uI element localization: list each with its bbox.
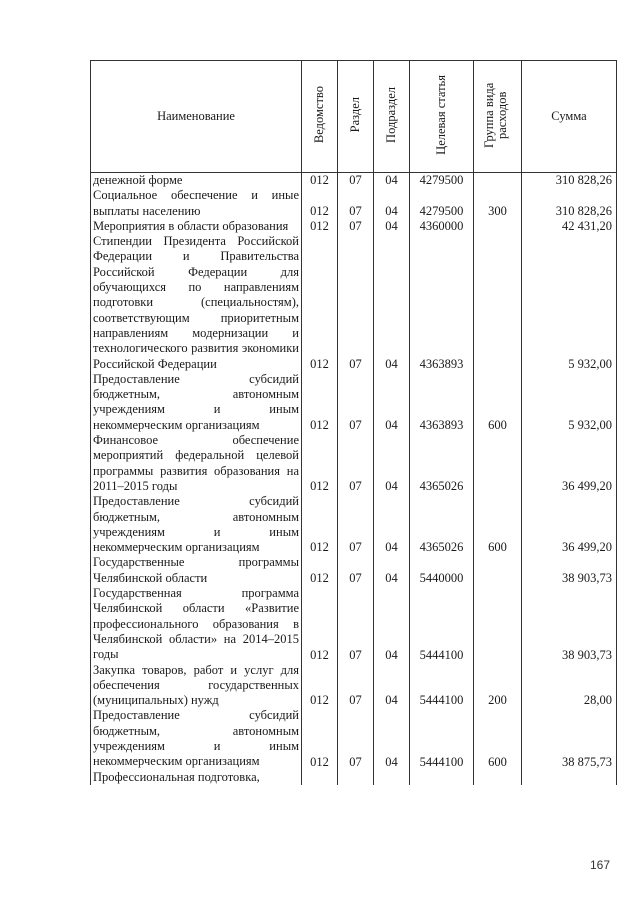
table-row	[91, 433, 617, 494]
cell-podr: 04	[374, 555, 410, 586]
cell-cel: 4360000	[410, 219, 474, 234]
header-razdel: Раздел	[338, 61, 374, 173]
cell-name: Государственные программы Челябинской области	[91, 555, 302, 586]
cell-ved: 012	[302, 555, 338, 586]
cell-name: Социальное обеспечение и иные выплаты населению	[91, 188, 302, 219]
cell-grp	[474, 770, 522, 785]
header-summa: Сумма	[522, 61, 617, 173]
cell-razd: 07	[338, 433, 374, 494]
cell-podr: 04	[374, 433, 410, 494]
cell-name: Предоставление субсидий бюджетным, автономным учреждениям и иным некоммерческим организациям	[91, 372, 302, 433]
table-row	[91, 372, 617, 433]
cell-sum: 42 431,20	[522, 219, 617, 234]
cell-razd: 07	[338, 663, 374, 709]
cell-razd: 07	[338, 188, 374, 219]
cell-ved: 012	[302, 586, 338, 662]
cell-cel: 4279500	[410, 173, 474, 189]
cell-razd: 07	[338, 219, 374, 234]
cell-razd: 07	[338, 708, 374, 769]
cell-ved: 012	[302, 188, 338, 219]
cell-name: Предоставление субсидий бюджетным, автономным учреждениям и иным некоммерческим организациям	[91, 708, 302, 769]
cell-grp	[474, 234, 522, 372]
cell-podr: 04	[374, 586, 410, 662]
header-vedomstvo: Ведомство	[302, 61, 338, 173]
table-row	[91, 770, 617, 785]
cell-name: Государственная программа Челябинской области «Развитие профессионального образования в Челябинской области» на 2014–2015 годы	[91, 586, 302, 662]
cell-cel: 4365026	[410, 494, 474, 555]
cell-cel: 5444100	[410, 708, 474, 769]
cell-razd: 07	[338, 173, 374, 189]
cell-ved: 012	[302, 173, 338, 189]
cell-razd: 07	[338, 555, 374, 586]
cell-ved: 012	[302, 708, 338, 769]
cell-name: Финансовое обеспечение мероприятий федеральной целевой программы развития образования на 2011–2015 годы	[91, 433, 302, 494]
table-row	[91, 234, 617, 372]
cell-cel: 4365026	[410, 433, 474, 494]
cell-ved: 012	[302, 234, 338, 372]
cell-razd	[338, 770, 374, 785]
cell-ved: 012	[302, 372, 338, 433]
cell-grp: 300	[474, 188, 522, 219]
cell-grp: 600	[474, 494, 522, 555]
cell-cel: 4363893	[410, 372, 474, 433]
cell-grp: 600	[474, 708, 522, 769]
cell-sum: 36 499,20	[522, 494, 617, 555]
cell-cel: 4279500	[410, 188, 474, 219]
cell-podr: 04	[374, 188, 410, 219]
cell-ved	[302, 770, 338, 785]
header-gruppa: Группа вида расходов	[474, 61, 522, 173]
cell-sum: 36 499,20	[522, 433, 617, 494]
cell-name: Предоставление субсидий бюджетным, автономным учреждениям и иным некоммерческим организациям	[91, 494, 302, 555]
cell-grp	[474, 555, 522, 586]
cell-ved: 012	[302, 494, 338, 555]
cell-ved: 012	[302, 219, 338, 234]
cell-razd: 07	[338, 372, 374, 433]
cell-grp	[474, 586, 522, 662]
cell-podr: 04	[374, 173, 410, 189]
table-row	[91, 219, 617, 234]
cell-cel: 5444100	[410, 586, 474, 662]
table-row	[91, 173, 617, 189]
cell-grp: 600	[474, 372, 522, 433]
cell-name: Стипендии Президента Российской Федерации и Правительства Российской Федерации для обучающихся по направлениям подготовки (специальностям), соответствующим приоритетным направлениям модернизации и технологического развития экономики Российской Федерации	[91, 234, 302, 372]
cell-sum: 38 903,73	[522, 586, 617, 662]
table-row	[91, 188, 617, 219]
cell-podr	[374, 770, 410, 785]
page-number: 167	[590, 858, 611, 872]
table-row	[91, 586, 617, 662]
table-row	[91, 555, 617, 586]
cell-podr: 04	[374, 663, 410, 709]
table-row	[91, 663, 617, 709]
cell-grp	[474, 433, 522, 494]
cell-sum: 38 903,73	[522, 555, 617, 586]
cell-name: денежной форме	[91, 173, 302, 189]
cell-grp	[474, 219, 522, 234]
cell-sum: 310 828,26	[522, 173, 617, 189]
cell-sum: 5 932,00	[522, 372, 617, 433]
table-row	[91, 708, 617, 769]
table-row	[91, 494, 617, 555]
cell-podr: 04	[374, 234, 410, 372]
cell-podr: 04	[374, 372, 410, 433]
cell-sum: 310 828,26	[522, 188, 617, 219]
cell-name: Профессиональная подготовка,	[91, 770, 302, 785]
cell-cel: 4363893	[410, 234, 474, 372]
cell-podr: 04	[374, 494, 410, 555]
cell-ved: 012	[302, 433, 338, 494]
cell-name: Мероприятия в области образования	[91, 219, 302, 234]
cell-sum: 28,00	[522, 663, 617, 709]
header-name: Наименование	[91, 61, 302, 173]
cell-razd: 07	[338, 586, 374, 662]
cell-cel	[410, 770, 474, 785]
cell-name: Закупка товаров, работ и услуг для обеспечения государственных (муниципальных) нужд	[91, 663, 302, 709]
cell-razd: 07	[338, 494, 374, 555]
budget-table	[90, 60, 617, 785]
header-podrazdel: Подраздел	[374, 61, 410, 173]
cell-cel: 5440000	[410, 555, 474, 586]
cell-podr: 04	[374, 708, 410, 769]
cell-podr: 04	[374, 219, 410, 234]
cell-sum	[522, 770, 617, 785]
table-header-row	[91, 61, 617, 173]
cell-grp	[474, 173, 522, 189]
cell-sum: 5 932,00	[522, 234, 617, 372]
cell-ved: 012	[302, 663, 338, 709]
cell-cel: 5444100	[410, 663, 474, 709]
cell-razd: 07	[338, 234, 374, 372]
cell-sum: 38 875,73	[522, 708, 617, 769]
cell-grp: 200	[474, 663, 522, 709]
header-celevaya: Целевая статья	[410, 61, 474, 173]
